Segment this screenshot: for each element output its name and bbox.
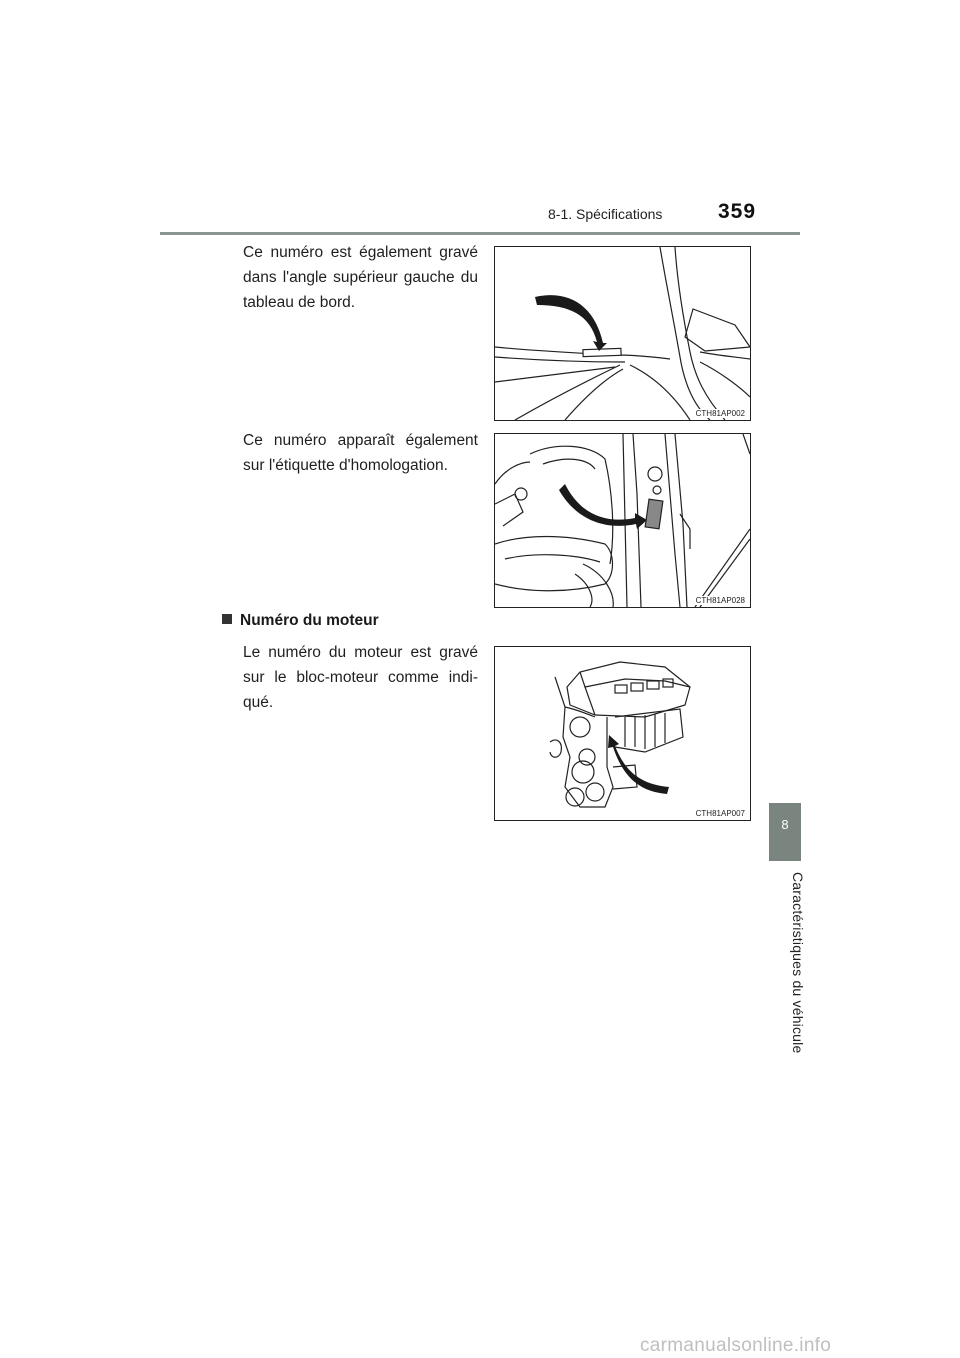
square-bullet-icon	[222, 614, 232, 624]
engine-illustration	[495, 647, 750, 820]
paragraph-label: Ce numéro apparaît également sur l'étiquette d'homologation.	[243, 432, 478, 474]
chapter-number: 8	[781, 817, 789, 832]
section-title: 8-1. Spécifications	[548, 206, 663, 222]
door-pillar-illustration	[495, 434, 750, 607]
paragraph-dashboard: Ce numéro est également gravé dans l'angle supérieur gauche du tableau de bord.	[243, 244, 478, 311]
engine-heading	[222, 612, 379, 630]
chapter-label: Caractéristiques du véhicule	[790, 872, 806, 1054]
figure-code: CTH81AP028	[695, 596, 745, 605]
figure-dashboard	[494, 246, 751, 421]
watermark[interactable]: carmanualsonline.info	[640, 1335, 832, 1356]
chapter-tab[interactable]	[769, 803, 801, 861]
dashboard-illustration	[495, 247, 750, 420]
header-divider	[160, 232, 800, 235]
figure-code: CTH81AP002	[695, 409, 745, 418]
engine-heading-text: Numéro du moteur	[240, 612, 379, 629]
page-number: 359	[718, 200, 757, 223]
figure-engine	[494, 646, 751, 821]
figure-door-pillar	[494, 433, 751, 608]
figure-code: CTH81AP007	[695, 809, 745, 818]
paragraph-engine: Le numéro du moteur est gravé sur le bloc-moteur comme indi-qué.	[243, 644, 478, 711]
